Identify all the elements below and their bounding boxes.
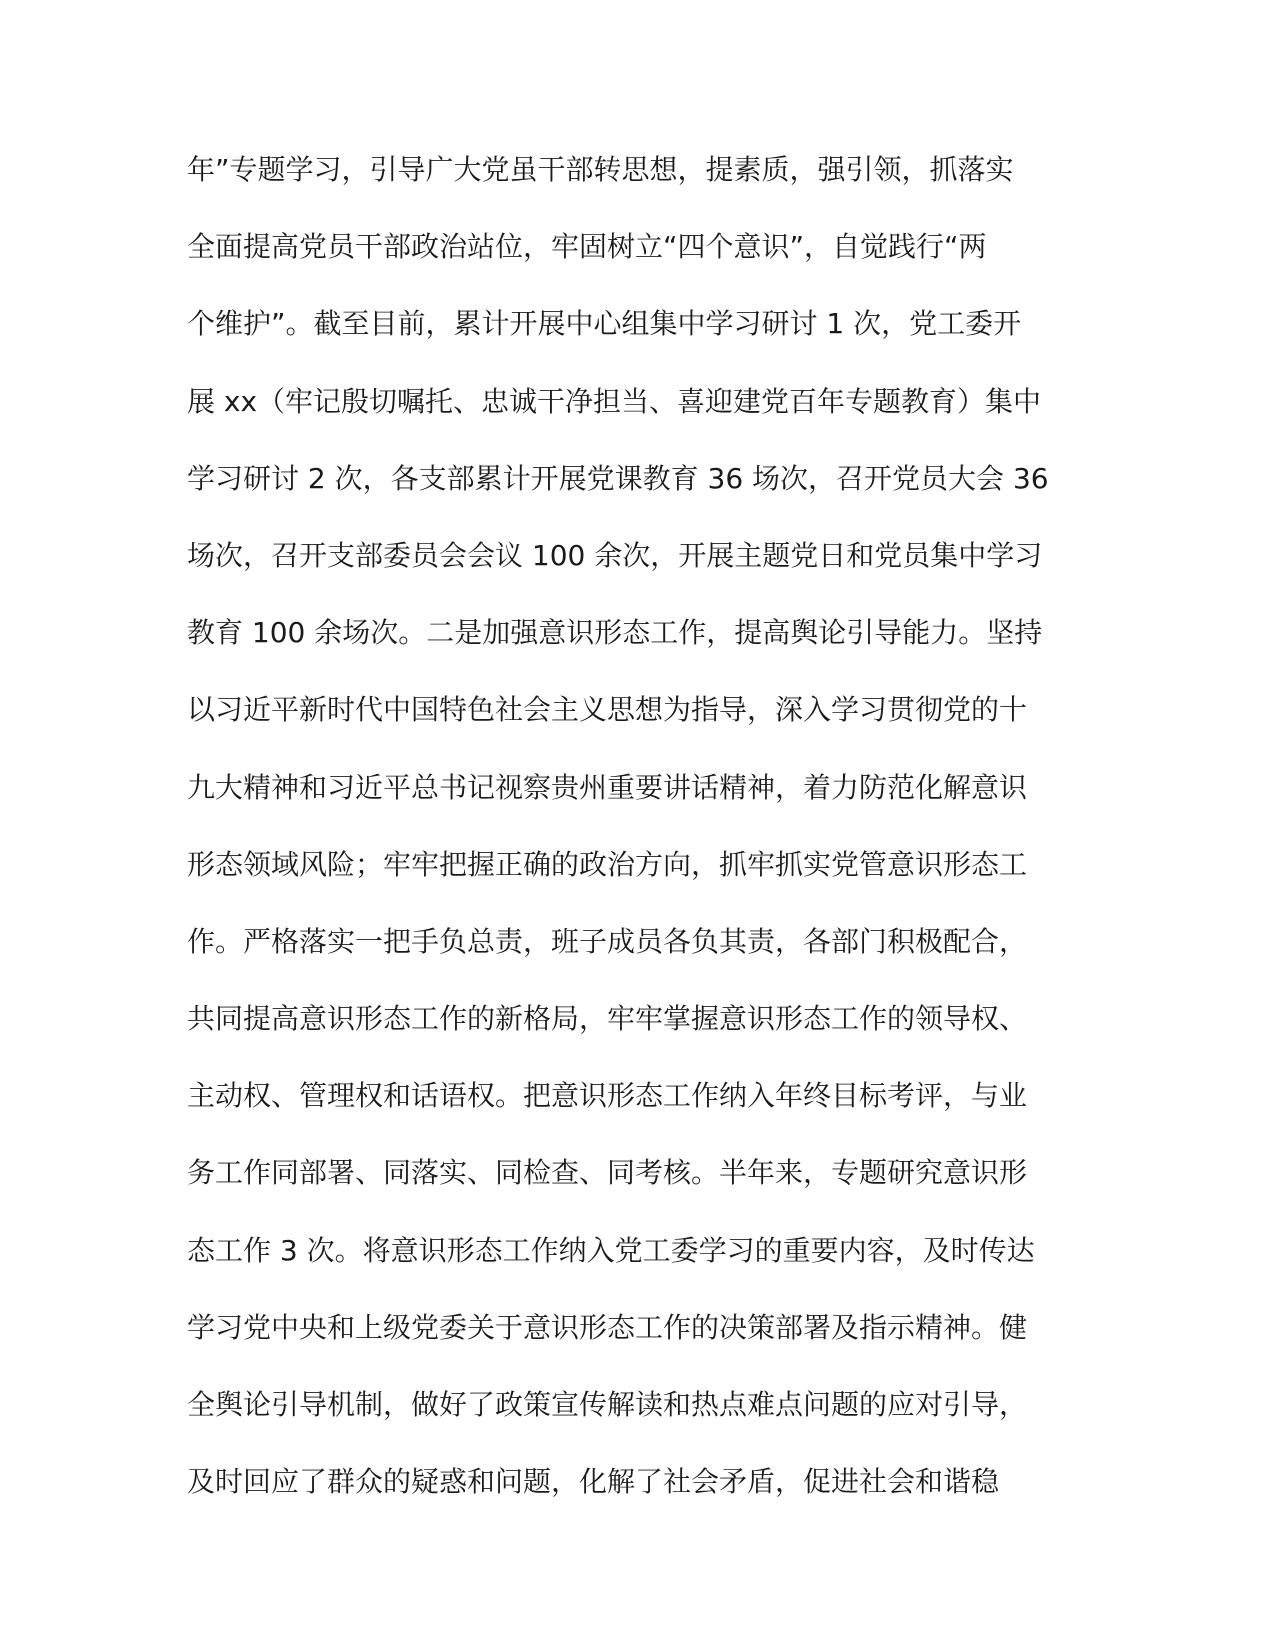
text-line: 作。严格落实一把手负总责，班子成员各负其责，各部门积极配合， [187,924,1028,958]
text-line: 学习研讨 2 次，各支部累计开展党课教育 36 场次，召开党员大会 36 [187,461,1049,495]
text-line: 及时回应了群众的疑惑和问题，化解了社会矛盾，促进社会和谐稳 [187,1465,1000,1499]
text-line: 态工作 3 次。将意识形态工作纳入党工委学习的重要内容，及时传达 [187,1233,1035,1267]
text-line: 全舆论引导机制，做好了政策宣传解读和热点难点问题的应对引导， [187,1388,1028,1421]
text-line: 年”专题学习，引导广大党虽干部转思想，提素质，强引领，抓落实 [187,153,1014,186]
text-line: 形态领域风险；牢牢把握正确的政治方向，抓牢抓实党管意识形态工 [187,847,1028,881]
text-line: 场次，召开支部委员会会议 100 余次，开展主题党日和党员集中学习 [187,538,1043,572]
text-line: 个维护”。截至目前，累计开展中心组集中学习研讨 1 次，党工委开 [187,307,1022,341]
text-line: 九大精神和习近平总书记视察贵州重要讲话精神，着力防范化解意识 [187,770,1028,804]
text-line: 展 xx（牢记殷切嘱托、忠诚干净担当、喜迎建党百年专题教育）集中 [187,384,1042,418]
text-line: 学习党中央和上级党委关于意识形态工作的决策部署及指示精神。健 [187,1310,1028,1344]
text-line: 全面提高党员干部政治站位，牢固树立“四个意识”，自觉践行“两 [187,230,987,264]
text-line: 共同提高意识形态工作的新格局，牢牢掌握意识形态工作的领导权、 [187,1002,1028,1036]
text-line: 教育 100 余场次。二是加强意识形态工作，提高舆论引导能力。坚持 [187,616,1043,650]
text-line: 主动权、管理权和话语权。把意识形态工作纳入年终目标考评，与业 [187,1079,1028,1113]
body-text [187,137,1087,1526]
text-line: 以习近平新时代中国特色社会主义思想为指导，深入学习贯彻党的十 [187,693,1028,727]
text-line: 务工作同部署、同落实、同检查、同考核。半年来，专题研究意识形 [187,1156,1028,1190]
